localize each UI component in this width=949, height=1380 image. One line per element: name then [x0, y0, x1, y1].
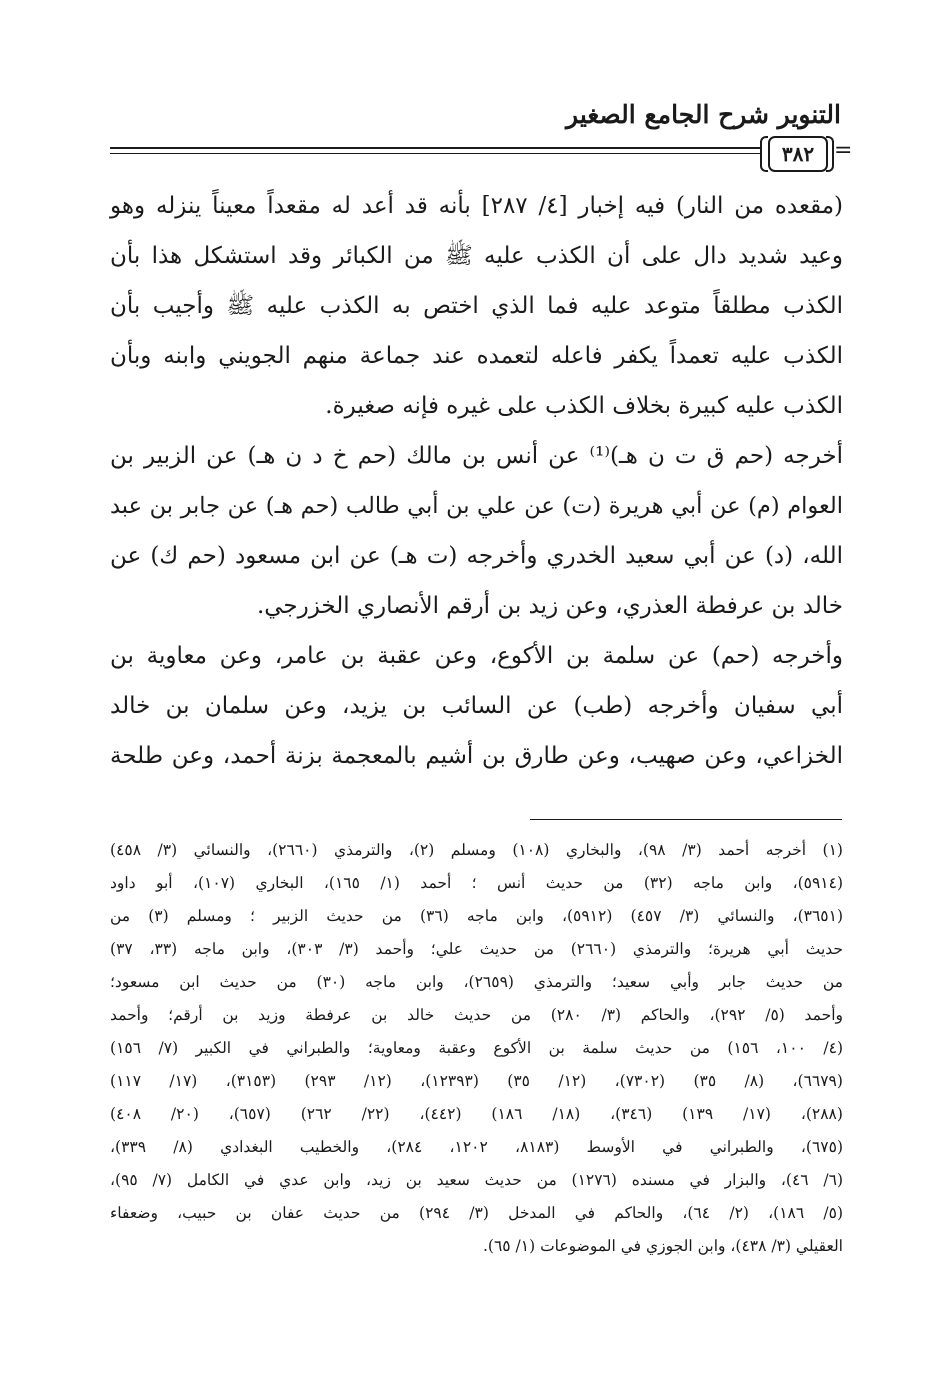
footnote-line-3: (٣٦٥١)، والنسائي (٣/ ٤٥٧) (٥٩١٢)، وابن ماجه (٣٦) من حديث الزبير ؛ ومسلم (٣) من	[110, 907, 844, 925]
header-ornament-icon: =	[834, 138, 853, 163]
body-line-1: (مقعده من النار) فيه إخبار [٤/ ٢٨٧] بأنه قد أعد له مقعداً معيناً ينزله وهو	[110, 193, 844, 219]
body-line-12: الخزاعي، وعن صهيب، وعن طارق بن أشيم بالمعجمة بزنة أحمد، وعن طلحة	[110, 743, 843, 769]
body-line-3: الكذب مطلقاً متوعد عليه فما الذي اختص به الكذب عليه ﷺ وأجيب بأن	[110, 293, 843, 319]
footnote-line-6: وأحمد (٥/ ٢٩٢)، والحاكم (٣/ ٢٨٠) من حديث خالد بن عرفطة وزيد بن أرقم؛ وأحمد	[110, 1006, 843, 1024]
page-number: ٣٨٢	[768, 136, 828, 172]
body-line-7: العوام (م) عن أبي هريرة (ت) عن علي بن أبي طالب (حم هـ) عن جابر بن عبد	[110, 493, 843, 519]
footnote-separator	[530, 819, 842, 820]
body-line-9: خالد بن عرفطة العذري، وعن زيد بن أرقم الأنصاري الخزرجي.	[256, 593, 843, 619]
header-rule-thick	[110, 147, 760, 149]
running-title: التنوير شرح الجامع الصغير	[566, 100, 841, 129]
footnote-line-12: (٥/ ١٨٦)، (٢/ ٦٤)، والحاكم في المدخل (٣/ ٢٩٤) من حديث عفان بن حبيب، وضعفاء	[110, 1204, 844, 1222]
footnote-line-1: (١) أخرجه أحمد (٣/ ٩٨)، والبخاري (١٠٨) ومسلم (٢)، والترمذي (٢٦٦٠)، والنسائي (٣/ ٤٥٨)	[110, 841, 843, 859]
body-line-11: أبي سفيان وأخرجه (طب) عن السائب بن يزيد، وعن سلمان بن خالد	[110, 693, 843, 719]
footnote-line-4: حديث أبي هريرة؛ والترمذي (٢٦٦٠) من حديث علي؛ وأحمد (٣/ ٣٠٣)، وابن ماجه (٣٣، ٣٧)	[110, 940, 843, 958]
footnote-line-2: (٥٩١٤)، وابن ماجه (٣٢) من حديث أنس ؛ أحمد (١/ ١٦٥)، البخاري (١٠٧)، أبو داود	[110, 874, 843, 892]
footnote-line-5: من حديث جابر وأبي سعيد؛ والترمذي (٢٦٥٩)، وابن ماجه (٣٠) من حديث ابن مسعود؛	[110, 973, 843, 991]
footnote-line-10: (٦٧٥)، والطبراني في الأوسط (٨١٨٣، ١٢٠٢، ٢٨٤)، والخطيب البغدادي (٨/ ٣٣٩)،	[110, 1138, 844, 1156]
body-line-10: وأخرجه (حم) عن سلمة بن الأكوع، وعن عقبة بن عامر، وعن معاوية بن	[110, 643, 843, 669]
body-line-4: الكذب عليه تعمداً يكفر فاعله لتعمده عند جماعة منهم الجويني وابنه وبأن	[110, 343, 843, 369]
body-line-8: الله، (د) عن أبي سعيد الخدري وأخرجه (ت هـ) عن ابن مسعود (حم ك) عن	[110, 543, 843, 569]
page-number-bracket-left	[760, 136, 768, 172]
footnote-line-7: (٤/ ١٠٠، ١٥٦) من حديث سلمة بن الأكوع وعقبة ومعاوية؛ والطبراني في الكبير (٧/ ١٥٦)	[110, 1039, 843, 1057]
footnote-line-13: العقيلي (٣/ ٤٣٨)، وابن الجوزي في الموضوعات (١/ ٦٥).	[482, 1237, 843, 1255]
body-line-2: وعيد شديد دال على أن الكذب عليه ﷺ من الكبائر وقد استشكل هذا بأن	[110, 243, 843, 269]
footnote-line-8: (٦٦٧٩)، (٨/ ٣٥) (٧٣٠٢)، (١٢/ ٣٥) (١٢٣٩٣)، (١٢/ ٢٩٣) (٣١٥٣)، (١٧/ ١١٧)	[110, 1072, 843, 1090]
header-rule-thin	[110, 153, 760, 154]
page-number-bracket-right	[826, 136, 834, 172]
footnote-line-11: (٦/ ٤٦)، والبزار في مسنده (١٢٧٦) من حديث سعيد بن زيد، وابن عدي في الكامل (٧/ ٩٥)،	[110, 1171, 844, 1189]
body-line-6: أخرجه (حم ق ت ن هـ)⁽¹⁾ عن أنس بن مالك (حم خ د ن هـ) عن الزبير بن	[110, 443, 844, 469]
footnote-line-9: (٢٨٨)، (١٧/ ١٣٩) (٣٤٦)، (١٨/ ١٨٦) (٤٤٢)، (٢٢/ ٢٦٢) (٦٥٧)، (٢٠/ ٤٠٨)	[110, 1105, 843, 1123]
body-line-5: الكذب عليه كبيرة بخلاف الكذب على غيره فإنه صغيرة.	[325, 393, 843, 419]
